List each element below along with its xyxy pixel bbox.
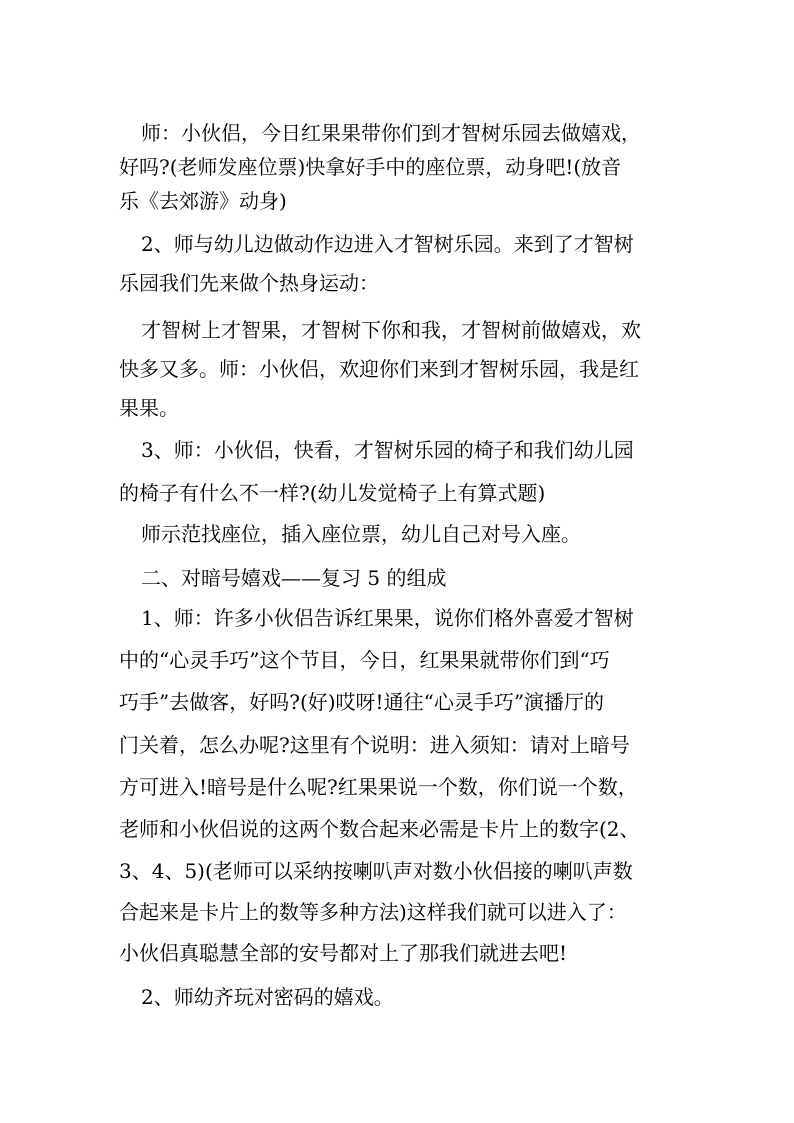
- paragraph-line-19: 3、4、5)(老师可以采纳按喇叭声对数小伙侣接的喇叭声数: [119, 859, 633, 883]
- paragraph-line-15: 巧手”去做客，好吗?(好)哎呀!通往“心灵手巧”演播厅的: [119, 690, 605, 714]
- paragraph-line-22: 2、师幼齐玩对密码的嬉戏。: [141, 985, 394, 1009]
- paragraph-line-14: 中的“心灵手巧”这个节目，今日，红果果就带你们到“巧: [119, 648, 610, 672]
- paragraph-line-18: 老师和小伙侣说的这两个数合起来必需是卡片上的数字(2、: [119, 817, 640, 841]
- paragraph-line-1: 师：小伙侣，今日红果果带你们到才智树乐园去做嬉戏，: [141, 121, 641, 145]
- paragraph-line-12: 二、对暗号嬉戏——复习 5 的组成: [141, 566, 447, 590]
- paragraph-line-2: 好吗?(老师发座位票)快拿好手中的座位票，动身吧!(放音: [119, 155, 622, 179]
- paragraph-line-3: 乐《去郊游》动身): [119, 189, 287, 213]
- paragraph-line-10: 的椅子有什么不一样?(幼儿发觉椅子上有算式题): [119, 481, 546, 505]
- paragraph-line-20: 合起来是卡片上的数等多种方法)这样我们就可以进入了：: [119, 900, 627, 924]
- paragraph-line-8: 果果。: [119, 396, 179, 420]
- paragraph-line-7: 快多又多。师：小伙侣，欢迎你们来到才智树乐园，我是红: [119, 357, 639, 381]
- paragraph-line-6: 才智树上才智果，才智树下你和我，才智树前做嬉戏，欢: [141, 318, 641, 342]
- paragraph-line-4: 2、师与幼儿边做动作边进入才智树乐园。来到了才智树: [141, 232, 634, 256]
- paragraph-line-16: 门关着，怎么办呢?这里有个说明：进入须知：请对上暗号: [119, 733, 630, 757]
- paragraph-line-5: 乐园我们先来做个热身运动：: [119, 271, 379, 295]
- paragraph-line-11: 师示范找座位，插入座位票，幼儿自己对号入座。: [141, 522, 581, 546]
- paragraph-line-9: 3、师：小伙侣，快看，才智树乐园的椅子和我们幼儿园: [141, 438, 634, 462]
- paragraph-line-21: 小伙侣真聪慧全部的安号都对上了那我们就进去吧!: [119, 941, 568, 965]
- paragraph-line-13: 1、师：许多小伙侣告诉红果果，说你们格外喜爱才智树: [141, 606, 634, 630]
- paragraph-line-17: 方可进入!暗号是什么呢?红果果说一个数，你们说一个数，: [119, 775, 638, 799]
